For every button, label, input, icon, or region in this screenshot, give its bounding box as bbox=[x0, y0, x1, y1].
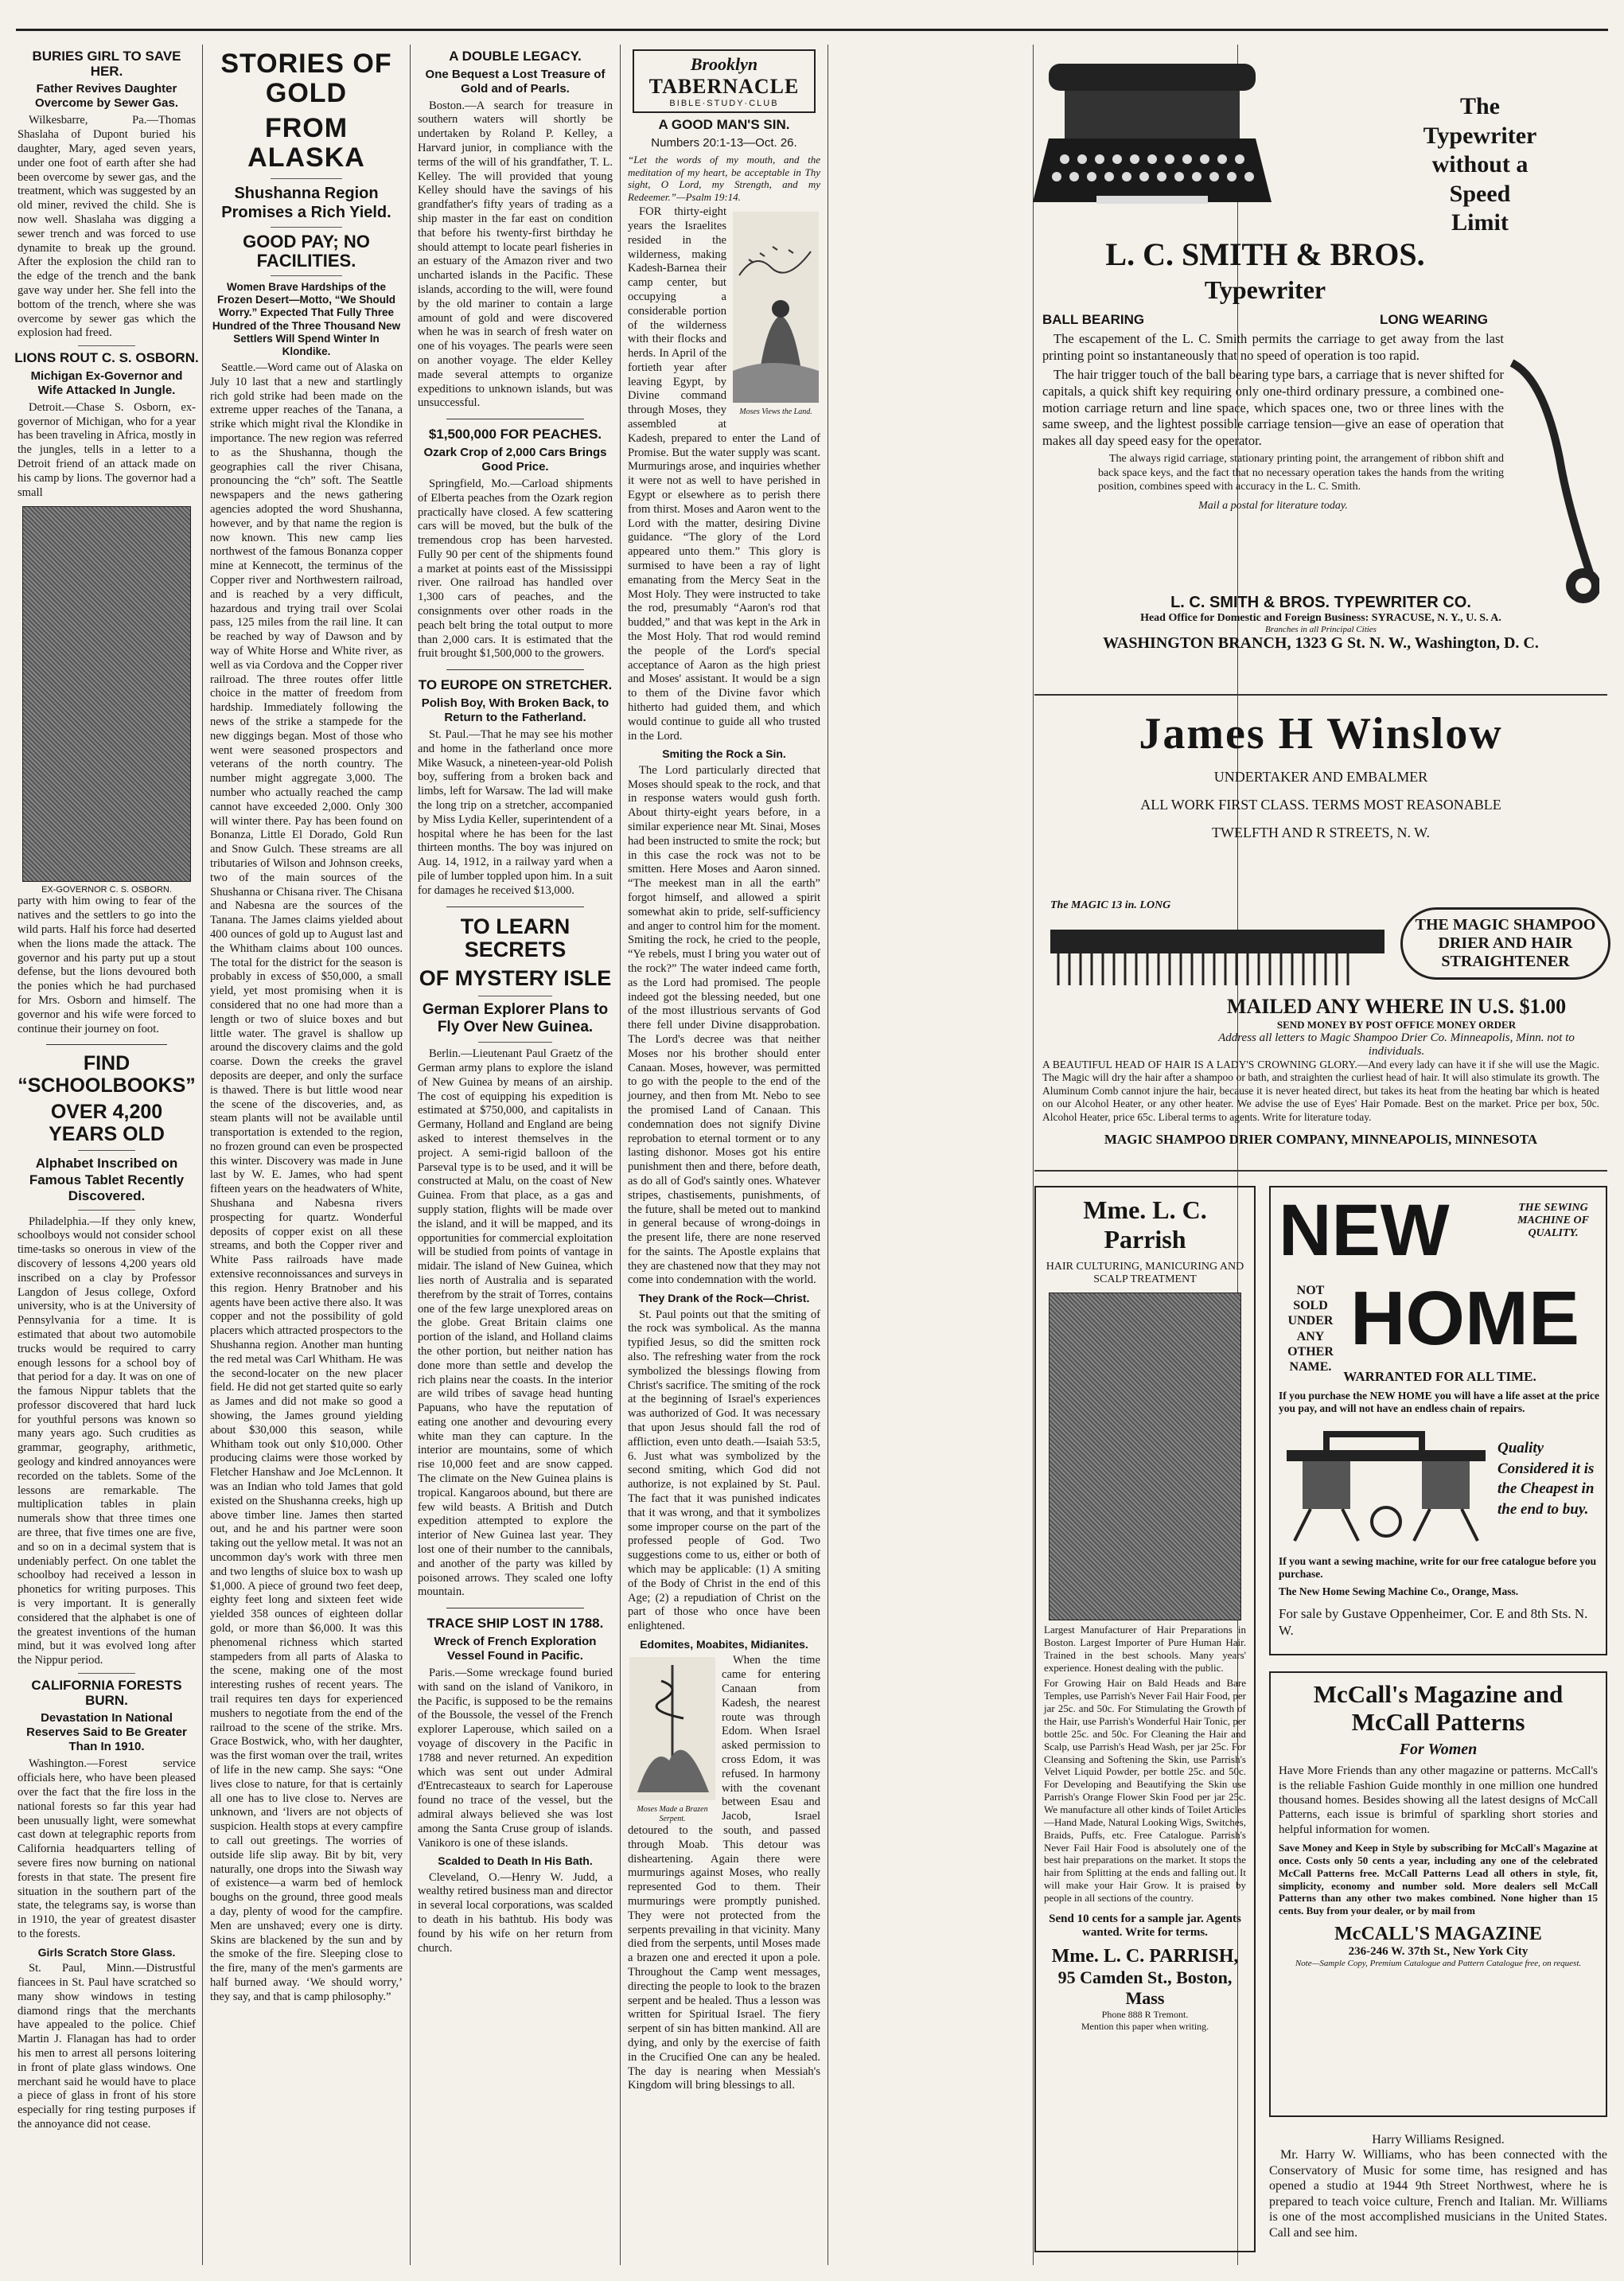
section-heading: Smiting the Rock a Sin. bbox=[662, 747, 786, 761]
column-divider bbox=[620, 45, 621, 2265]
article-body: Springfield, Mo.—Carload shipments of Elberta peaches from the Ozark region practically have closed. A few scattering cars will be moved, but the bulk of the tremendous crop has been harvested. Fully 90 per cent of the shipments found a market at points east of the Mississippi river. One railroad has handled over 1,300 cars of peaches, and the consignments over other roads in the peach belt bring the total output to more than 2,000 cars. It is estimated that the fruit brought $1,500,000 to the growers. bbox=[418, 477, 613, 661]
section-heading: Edomites, Moabites, Midianites. bbox=[640, 1638, 808, 1651]
article-subtitle: Ozark Crop of 2,000 Cars Brings Good Price. bbox=[423, 445, 607, 474]
parrish-ad bbox=[1034, 1186, 1256, 2252]
magic-product-name: THE MAGIC SHAMPOO DRIER AND HAIR STRAIGHTENER bbox=[1400, 907, 1610, 980]
headline-line: Speed bbox=[1449, 180, 1511, 207]
parrish-products: For Growing Hair on Bald Heads and Bare Temples, use Parrish's Never Fail Hair Food, per jar 25c. and 50c. For Stimulating the Growth of the Hair, use Parrish's Wonderful Hair Tonic, per bottle 25c. and 50c. For Cleaning the Hair and Scalp, use Parrish's Head Wash, per jar 25c. For Cleansing and Softening the Skin, use Parrish's Velvet Liquid Powder, per bottle 25c. and 50c. For Developing and Beautifying the Skin use Parrish's Orange Flower Skin Food per jar 25c. We manufacture all other kinds of Toilet Articles—Hand Made, Natural Looking Wigs, Switches, Braids, Puffs, etc. Free Catalogue. Parrish's Never Fail Hair Food is absolutely one of the best hair preparations on the market. It stops the hair from Splitting at the ends and falling out. It will make your Hair Grow. It is praised by people in all sections of the country. bbox=[1044, 1677, 1246, 1905]
figure-caption: Moses Views the Land. bbox=[739, 407, 812, 416]
headline-line: Limit bbox=[1451, 209, 1509, 236]
parrish-intro: Largest Manufacturer of Hair Preparations in Boston. Largest Importer of Pure Human Hair. Trained in the best schools. Many years' experience. Honest dealing with the public. bbox=[1044, 1624, 1246, 1674]
top-rule bbox=[16, 29, 1608, 31]
branches-note: Branches in all Principal Cities bbox=[1265, 625, 1377, 634]
article-title: TO EUROPE ON STRETCHER. bbox=[418, 677, 613, 693]
article-body: Berlin.—Lieutenant Paul Graetz of the German army plans to explore the island of New Guinea by means of an airship. The cost of equipping his expedition is estimated at $750,000, and capitalists in Germany, Holland and England are being asked to interest themselves in the project. A semi-rigid balloon of the Parseval type is to be used, and it will be constructed at Malu, on the coast of New Guinea. From that place, as a gas and supply station, flights will be made over the island, and it will be mapped, and its opportunities for commercial exploitation will be studied from points of vantage in midair. The island of New Guinea, which lies north of Australia and is separated therefrom by the strait of Torres, contains one of the few large unexplored areas on the globe. Great Britain claims one portion of the island, and Holland claims the other portion, but neither nation has done more than settle and develop the rich plains near the coasts. In the interior are wild tribes of savage head hunting Papuans, who have the reputation of eating one another and devouring every white man they can capture. In the interior are mountains, some of which rise 10,000 feet and are snow capped. The climate on the New Guinea plains is tropical. Kangaroos abound, but there are few wild beasts. A British and Dutch expedition attempted to explore the interior of New Guinea last year. They lost one of their number to the cannibals, and another of the party was killed by poisoned arrows. They scaled one lofty mountain. bbox=[418, 1047, 613, 1599]
mccalls-title: McCall's Magazine and McCall Patterns bbox=[1313, 1680, 1564, 1736]
photo-caption: EX-GOVERNOR C. S. OSBORN. bbox=[41, 885, 172, 895]
article-title: Scalded to Death In His Bath. bbox=[438, 1854, 593, 1868]
carriage-lever-icon bbox=[1504, 355, 1599, 610]
mccalls-offer: Save Money and Keep in Style by subscribing for McCall's Magazine at once. Costs only 50 cents a year, including any one of the celebrated McCall Patterns free. McCall Patterns Lead all others in style, fit, simplicity, economy and number sold. More dealers sell McCall Patterns than any other two makes combined. None higher than 15 cents. Buy from your dealer, or by mail from bbox=[1279, 1841, 1598, 1917]
separator bbox=[78, 1210, 135, 1211]
separator bbox=[478, 1042, 552, 1043]
new-home-catalogue: If you want a sewing machine, write for our free catalogue before you purchase. bbox=[1279, 1555, 1597, 1581]
figure-caption: Moses Made a Brazen Serpent. bbox=[637, 1805, 708, 1824]
article-body: Boston.—A search for treasure in southern waters will shortly be undertaken by Roland P. Kelley, a Harvard junior, in compliance with the terms of the will of his grandfather, T. L. Kelley. The will provided that young Kelley should have the savings of his grandfather's fifty years of trading as a ship master in the far east on condition that before his twenty-first birthday he should attempt to locate pearl fisheries in an estuary of the Amazon river and two uncharted islands in the Pacific. These islands, according to the will, were found by the old mariner to contain a large amount of gold and were discovered when he was in search of fresh water on one of his voyages. The pearls were seen on another voyage. The elder Kelley made several attempts to organize expeditions to unknown islands, but was unsuccessful. bbox=[418, 99, 613, 410]
separator bbox=[271, 178, 342, 179]
separator bbox=[271, 227, 342, 228]
winslow-address: TWELFTH AND R STREETS, N. W. bbox=[1211, 825, 1430, 840]
article-body: St. Paul points out that the smiting of the rock was symbolical. As the manna typified Jesus, so did the smitten rock also. The refreshing water from the rock symbolized the blessings flowing from Christ's sacrifice. The smiting of the rock at the beginning of Israel's experiences was authorized of God. It was necessary that upon Jesus should fall the rod of affliction, even unto death.—Isaiah 53:5, 6. Just what was symbolized by the second smiting, which God did not authorize, is not explained by St. Paul. The fact that it was punished indicates that it was wrong, and that it symbolizes some improper course on the part of the professed people of God. Two suggestions come to us, either or both of which may be applicable: (1) A smiting of the Body of Christ in the end of this Age; (2) a repudiation of Christ on the part of those who once have been enlightened. bbox=[628, 1308, 820, 1633]
new-home-not-sold: NOT SOLD UNDER ANY OTHER NAME. bbox=[1287, 1284, 1334, 1374]
tabernacle-masthead bbox=[633, 49, 816, 113]
article-body: The Lord particularly directed that Moses should speak to the rock, and that in response waters would gush forth. About thirty-eight years before, in a similar experience near Mt. Sinai, Moses had been instructed to smite the rock; but in this case the rock was not to be smitten. Here Moses and Aaron sinned. “The meekest man in all the earth” forgot himself, and allowed a spirit somewhat akin to pride, self-sufficiency and anger to control him for the moment. Smiting the rock, he cried to the people, “Ye rebels, must I bring you water out of the rock?” The water indeed came forth, as the Lord had promised. The people indeed got the blessing needed, but one of the most illustrious servants of God there fell under Divine disapprobation. The Lord's decree was that neither Moses nor his brother should enter Canaan. Moses, however, was permitted to go with the people to the end of the journey, and then from Mt. Nebo to see the promised Land of Canaan. This condemnation does not signify Divine reprobation to eternal torment or to any lasting dishonor. Moses got his entire punishment then and there, before death, as do all of God's saintly ones. Whatever stripes, chastisements, punishments, of the future, shall be meted out to mankind in general because of wrong-doings in the present life, there are none reserved for the saints. The Apostle explains that they are chastened now that they may not come into condemnation with the world. bbox=[628, 763, 820, 1287]
article-title: $1,500,000 FOR PEACHES. bbox=[428, 427, 602, 443]
article-title: LIONS ROUT C. S. OSBORN. bbox=[14, 350, 199, 366]
moses-figure-icon bbox=[733, 212, 819, 403]
mccalls-subtitle: For Women bbox=[1399, 1741, 1478, 1759]
osborn-photo bbox=[22, 506, 191, 882]
company-name: L. C. SMITH & BROS. TYPEWRITER CO. bbox=[1170, 594, 1471, 611]
article-title: TO LEARN SECRETS bbox=[460, 914, 571, 962]
scripture-reference: Numbers 20:1-13—Oct. 26. bbox=[651, 135, 797, 150]
separator bbox=[78, 1673, 135, 1674]
article-summary: Women Brave Hardships of the Frozen Desert—Motto, “We Should Worry.” Expected That Fully Three Hundred of the Three Thousand New Settlers Will Spend Winter In Klondike. bbox=[212, 280, 401, 357]
ball-bearing-label: BALL BEARING bbox=[1042, 312, 1145, 327]
article-body: Cleveland, O.—Henry W. Judd, a wealthy retired business man and director in several local corporations, was scalded to death in his bathtub. His body was found by his wife on her return from church. bbox=[418, 1870, 613, 1955]
column-1 bbox=[14, 45, 199, 2265]
article-subtitle: One Bequest a Lost Treasure of Gold and of Pearls. bbox=[425, 67, 606, 96]
headline-line: without a bbox=[1431, 151, 1529, 178]
parrish-sample-offer: Send 10 cents for a sample jar. Agents wanted. Write for terms. bbox=[1049, 1912, 1241, 1939]
feature-line bbox=[1042, 312, 1488, 328]
mccalls-note: Note—Sample Copy, Premium Catalogue and Pattern Catalogue free, on request. bbox=[1295, 1959, 1582, 1969]
headline-line: Typewriter bbox=[1423, 122, 1537, 149]
lc-smith-product: Typewriter bbox=[1204, 275, 1326, 304]
article-title: CALIFORNIA FORESTS BURN. bbox=[31, 1678, 182, 1708]
article-title-line2: OVER 4,200 YEARS OLD bbox=[49, 1101, 165, 1145]
headline-line: The bbox=[1459, 93, 1500, 119]
new-home-ad bbox=[1269, 1186, 1607, 1655]
article-body: Seattle.—Word came out of Alaska on July 10 last that a new and startlingly rich gold strike had been made on the extreme upper reaches of the Tanana, a strike which might rival the Klondike in importance. The new region was referred to as the Shushanna, though the geographies call the river Chisana, pronouncing the “ch” soft. The Seattle newspapers and the news gathering agencies adopted the word Shushanna, however, and by that name the region is now known. This new camp lies northwest of the famous Bonanza copper mine at Kennecott, the terminus of the Copper river and Northwestern railroad, and is reached by a very difficult, hazardous and trying trail over Scolai pass, 125 miles from the rail line. It can be reached by way of Dawson and by way of White Horse and White river, as well as via Cordova and the Copper river railroad. The three routes offer little choice in the matter of freedom from hardship. Immediately following the news of the strike a stampede for the new diggings began. Most of those who went were seasoned prospectors and veterans of the north country. The number might aggregate 3,000. The number who actually reached the camp cannot have exceeded 2,000. Only 300 will winter there. Pay has been found on Bonanza, Little El Dorado, Gold Run and Snow Gulch. These streams are all tributaries of Wilson and Johnson creeks, two of the main sources of the Shushanna or Chisana river. The Chisana and Nabesna are the sources of the Tanana. The James claims yielded about 400 ounces of gold up to August last and the Whitham claims about 100 ounces. The total for the district for the season is probably in excess of $50,000, a small yield, yet most promising when it is considered that no one had more than a length or two of sluice boxes and but little water. The gravel is shallow up around the discovery claims and the gold coarse. Down the creeks the gravel deposits are deeper, and only the surface is thawed. There is but little wood near the scene of the discoveries, and, as steam plants will not be available until transportation is extended to the region, no frozen ground can even be prospected this winter. Discovery was made in June last by W. E. James, who had spent fifteen years on the headwaters of White, Shushana and Nabesna rivers prospecting for quartz. Wonderful deposits of copper exist on all these streams, and both the Copper river and White Pass railroads have made extensive reconnoissances and surveys in this region. Henry Bratnober and his agents have been active there also. It was copper and not the possibility of gold placers which attracted prospectors to the Shushanna region. Another man hunting the red metal was Carl Whitham. He was the second-locater on the new placer field. He did not get started quite so early as James and did not make so good a showing, the James ground yielding about $30,000 this season, while Whitham took out only $10,000. Other producing claims were those worked by Fletcher Hanshaw and Joe McLennon. It was an Indian who told James that gold existed on the Shushanna creeks, high up above timber line. James then started out, and he and his partner were soon taking out the yellow metal. It was not an uncommon day's work with three men and two lengths of sluice box to wash up $1,000. A piece of ground two feet deep, eighty feet long and sixteen feet wide yielded 358 ounces of eighteen dollar gold, or more than $6,000. It was this phenomenal richness which started stampeders from all parts of Alaska to the scene, making one of the most interesting rushes of recent years. The trail requires ten days for experienced mushers to negotiate from the end of the railroad to the scene of the strike. Mrs. Grace Bostwick, who, with her daughter, was the first woman over the trail, writes of life in the new camp. She says: “One lives close to nature, for that is certainly all one has to live close to. Nerves are unknown, and ‘livers are not objects of suspicion. Health stops at every campfire to call out greetings. The worries of outside life slip away. Bit by bit, very naturally, one drops into the Siwash way of existence—a warm bed of hemlock boughs on the ground, three good meals a day, plenty of wood for the campfire. Men are unshaved; every one is dirty. Skins are blackened by the sun and by the smoke of the fire. Sleeping close to the fire, many of the men's garments are half burned away. ‘We should worry,’ they say, and that is camp philosophy.” bbox=[210, 361, 403, 2003]
article-body: party with him owing to fear of the natives and the settlers to go into the wild parts. Half his force had deserted when the lions made the attack. The governor and his party put up a stout defense, but the lions devoured both the ponies which he had purchased for Mrs. Osborn and himself. The governor and his wife were forced to continue their journey on foot. bbox=[18, 895, 196, 1035]
new-home-home: HOME bbox=[1350, 1276, 1579, 1361]
separator bbox=[1034, 694, 1607, 696]
article-deck: GOOD PAY; NO FACILITIES. bbox=[243, 231, 370, 271]
magic-money-order: SEND MONEY BY POST OFFICE MONEY ORDER bbox=[1276, 1019, 1517, 1031]
head-office: Head Office for Domestic and Foreign Business: SYRACUSE, N. Y., U. S. A. bbox=[1140, 612, 1501, 624]
article-subtitle: Michigan Ex-Governor and Wife Attacked In Jungle. bbox=[30, 368, 183, 397]
new-home-dealer: For sale by Gustave Oppenheimer, Cor. E and 8th Sts. N. W. bbox=[1279, 1606, 1588, 1639]
separator bbox=[46, 1044, 167, 1045]
masthead-line: Brooklyn bbox=[690, 54, 758, 74]
mccalls-ad bbox=[1269, 1671, 1607, 2117]
article-title-line2: OF MYSTERY ISLE bbox=[419, 965, 612, 990]
magic-address: Address all letters to Magic Shampoo Drier Co. Minneapolis, Minn. not to individuals. bbox=[1218, 1031, 1575, 1058]
shampoo-drier-comb-icon bbox=[1042, 914, 1392, 993]
column-2 bbox=[207, 45, 406, 2265]
article-subtitle: German Explorer Plans to Fly Over New Guinea. bbox=[422, 1000, 609, 1036]
magic-company: MAGIC SHAMPOO DRIER COMPANY, MINNEAPOLIS, MINNESOTA bbox=[1104, 1132, 1538, 1147]
article-body: Moses Made a Brazen Serpent. When the time came for entering Canaan from Kadesh, the nearest route was through Edom. When Israel asked permission to cross Edom, it was refused. In harmony with the covenant between Esau and Jacob, Israel detoured to the south, and passed through Moab. This detour was disheartening. Again there were murmurings against Moses, who really represented God to them. Their murmurings were promptly punished. They were not protected from the serpents prevailing in that vicinity. Many died from the serpents, until Moses made a brazen one and erected it upon a pole. Throughout the Camp went messages, directing the people to look to the brazen serpent and be healed. Thus a lesson was written for Spiritual Israel. The fiery serpent of sin has bitten mankind. All are dying, and only by the exercise of faith in the Crucified One can any be healed. The day is nearing when Messiah's Kingdom will bring blessings to all. bbox=[628, 1654, 820, 2092]
lc-smith-copy: The escapement of the L. C. Smith permits the carriage to get away from the last printing point so instantaneously that no speed of operation is too rapid. The hair trigger touch of the ball bearing type bars, a carriage that is never shifted for capitals, a quick shift key requiring only one-third ordinary pressure, a combined one-motion carriage return and line space, which spaces one, two or three lines with the same sweep, and the lightest possible carriage tension—give an ease of operation that makes all day speed easy for the operator. The always rigid carriage, stationary printing point, the arrangement of ribbon shift and back space keys, and the fact that no necessary operation takes the hands from the writing position, combines speed with accuracy in the L. C. Smith. Mail a postal for literature today. bbox=[1042, 331, 1504, 512]
parrish-address: 95 Camden St., Boston, Mass bbox=[1057, 1967, 1233, 2008]
article-subtitle: Alphabet Inscribed on Famous Tablet Recently Discovered. bbox=[29, 1156, 185, 1204]
separator bbox=[78, 345, 135, 346]
article-body: Moses Views the Land. FOR thirty-eight years the Israelites resided in the wilderness, making Kadesh-Barnea their camp center, but occupying a considerable portion of the wilderness with their flocks and herds. In April of the fortieth year after leaving Egypt, by Divine command through Moses, they assembled at Kadesh, prepared to enter the Land of Promise. But the water supply was scant. Murmurings arose, and inquiries whether it were not as well to have perished in Egypt or elsewhere as to perish there from thirst. Moses and Aaron went to the Lord with the matter, desiring Divine guidance. “The glory of the Lord appeared unto them.” This glory is surmised to have been a ray of light emanating from the Mercy Seat in the Most Holy. They were instructed to take the rod, presumably “Aaron's rod that budded,” and that was kept in the Ark in the Most Holy. That rod would remind the people of the Lord's special acceptance of Aaron as the high priest and Moses' assistant. It would be a sign to them of the Divine favor which hitherto had guided them, and which would continue to guide all who trusted in the Lord. bbox=[628, 205, 820, 743]
mail-note: Mail a postal for literature today. bbox=[1198, 499, 1348, 512]
article-body: Detroit.—Chase S. Osborn, ex-governor of Michigan, who for a year has been traveling in Africa, mostly in the jungles, tells in a letter to a Detroit friend of an attack made on his camp by lions. The governor had a small bbox=[18, 400, 196, 499]
winslow-name: James H Winslow bbox=[1139, 709, 1503, 758]
parrish-phone: Phone 888 R Tremont. bbox=[1101, 2008, 1189, 2020]
article-subtitle: Polish Boy, With Broken Back, to Return to the Fatherland. bbox=[421, 696, 609, 724]
article-body: Wilkesbarre, Pa.—Thomas Shaslaha of Dupont buried his daughter, Mary, aged seven years, under one foot of earth after she had been overcome by sewer gas, and the treatment, which was suggested by an old miner, revived the child. She is now well. Shaslaha was digging a sewer trench and was forced to use dynamite to break up the ground. After the explosion the child ran to the edge of the trench and the bank gave way under her. She fell into the bottom of the trench, where she was overcome by sewer gas which the explosion had freed. bbox=[18, 114, 196, 340]
lc-smith-name: L. C. SMITH & BROS. bbox=[1105, 236, 1425, 272]
long-wearing-label: LONG WEARING bbox=[1380, 312, 1488, 327]
mccalls-company: McCALL'S MAGAZINE bbox=[1334, 1924, 1542, 1945]
article-title: BURIES GIRL TO SAVE HER. bbox=[32, 49, 181, 79]
mccalls-address: 236-246 W. 37th St., New York City bbox=[1348, 1945, 1529, 1959]
new-home-tagline: THE SEWING MACHINE OF QUALITY. bbox=[1517, 1202, 1589, 1239]
golden-text: “Let the words of my mouth, and the meditation of my heart, be acceptable in Thy sight, O Lord, my Strength, and my Redeemer.”—Psalm 19:14. bbox=[628, 153, 820, 204]
parrish-name: Mme. L. C. Parrish bbox=[1083, 1195, 1207, 1254]
harry-williams-notice bbox=[1269, 2133, 1607, 2260]
sewing-machine-icon bbox=[1279, 1426, 1494, 1546]
masthead-title: TABERNACLE bbox=[648, 75, 800, 98]
article-subtitle: Father Revives Daughter Overcome by Sewer Gas. bbox=[34, 82, 179, 111]
article-body: Philadelphia.—If they only knew, schoolboys would not consider school time-tasks so onerous in view of the discovery of lessons 4,200 years old inscribed on a clay by Professor Langdon of Jesus college, Oxford university, who is at the University of Pennsylvania for a time. It is estimated that about two automobile trucks would be required to carry enough lessons for a school boy of that period for a day. It was on one of the famous Nippur tablets that the professor discovered that hard luck for youthful persons was known so many years ago. Such crudities as grammar, geography, arithmetic, geology and kindred annoyances were recorded on the tablets. Some of the lessons are remarkable. The multiplication tables in plain numerals show that three times one are three, that five times one are five, and so on in a decimal system that is undeniably perfect. On one tablet the schoolboy had received a lesson in phonetics for writing purposes. This is very important. It is generally considered that the alphabet is one of the greatest inventions of the human mind, but it was evolved long after the Nippur period. bbox=[18, 1215, 196, 1667]
magic-copy: A BEAUTIFUL HEAD OF HAIR IS A LADY'S CROWNING GLORY.—And every lady can have it if she will use the Magic. The Magic will dry the hair after a shampoo or bath, and straighten the curliest head of hair. It will also stimulate its growth. The Aluminum Comb cannot injure the hair, because it is never heated direct, but takes its heat from the heating bar which is heated on our Alcohol Heater, or any other heater. We advise the use of Eyes' Hair Pomade. Best on the market. Price per box, 50c. Alcohol Heater, price 65c. Liberal terms to agents. Write for literature today. bbox=[1042, 1059, 1599, 1123]
winslow-trade: UNDERTAKER AND EMBALMER bbox=[1213, 769, 1428, 785]
winslow-ad bbox=[1034, 708, 1607, 868]
magic-length-label: The MAGIC 13 in. LONG bbox=[1050, 899, 1171, 911]
section-heading: They Drank of the Rock—Christ. bbox=[638, 1292, 810, 1305]
new-home-warranty: WARRANTED FOR ALL TIME. bbox=[1343, 1369, 1536, 1384]
article-body: St. Paul, Minn.—Distrustful fiancees in St. Paul have scratched so many show windows in testing diamond rings that the merchants have appealed to the police. Chief Martin J. Flanagan has had to order his men to arrest all persons loitering in front of plate glass windows. One merchant said he would have to place a piece of glass in front of his store especially for ring testing purposes if the annoyance did not cease. bbox=[18, 1962, 196, 2131]
winslow-terms: ALL WORK FIRST CLASS. TERMS MOST REASONABLE bbox=[1140, 797, 1501, 813]
brazen-serpent-icon bbox=[629, 1657, 715, 1800]
parrish-company: Mme. L. C. PARRISH, bbox=[1051, 1945, 1239, 1967]
article-body: Washington.—Forest service officials here, who have been pleased over the fact that the fire loss in the national forests so far this year had been unusually light, were somewhat cast down at telegraphic reports from California headquarters telling of severe fires now burning on national forests in that state. The present fire situation in the southern part of the state, the telegrams say, is worse than in 1910, the year of greatest disaster to the forests. bbox=[18, 1757, 196, 1940]
parrish-portrait bbox=[1049, 1293, 1241, 1620]
notice-body: Mr. Harry W. Williams, who has been connected with the Conservatory of Music for some time, has resigned and has opened a studio at 1944 9th Street Northwest, where he is prepared to teach voice culture, French and Italian. Mr. Williams is one of the most accomplished musicians in the United States. Call and see him. bbox=[1269, 2148, 1607, 2240]
moses-illustration bbox=[731, 212, 820, 423]
article-subtitle: Devastation In National Reserves Said to Be Greater Than In 1910. bbox=[26, 1711, 187, 1754]
new-home-quality: Quality Considered it is the Cheapest in the end to buy. bbox=[1497, 1440, 1595, 1518]
separator bbox=[78, 1150, 135, 1151]
new-home-copy: If you purchase the NEW HOME you will have a life asset at the price you pay, and will not have an endless chain of repairs. bbox=[1279, 1390, 1599, 1415]
separator bbox=[271, 275, 342, 276]
article-title: STORIES OF GOLD bbox=[220, 49, 392, 109]
article-title: FIND “SCHOOLBOOKS” bbox=[18, 1052, 196, 1097]
article-title: A DOUBLE LEGACY. bbox=[449, 49, 582, 64]
separator bbox=[446, 669, 584, 670]
magic-price: MAILED ANY WHERE IN U.S. $1.00 bbox=[1226, 995, 1567, 1018]
article-subtitle: Shushanna Region Promises a Rich Yield. bbox=[221, 184, 391, 221]
lc-smith-ad bbox=[1026, 45, 1607, 652]
notice-title: Harry Williams Resigned. bbox=[1372, 2133, 1505, 2146]
masthead-tagline: BIBLE·STUDY·CLUB bbox=[669, 99, 779, 108]
parrish-services: HAIR CULTURING, MANICURING AND SCALP TREATMENT bbox=[1046, 1261, 1244, 1285]
typewriter-headline bbox=[1369, 92, 1591, 238]
serpent-illustration bbox=[628, 1657, 717, 1824]
washington-branch: WASHINGTON BRANCH, 1323 G St. N. W., Washington, D. C. bbox=[1103, 634, 1539, 652]
article-title: Girls Scratch Store Glass. bbox=[37, 1945, 176, 1959]
article-body: Paris.—Some wreckage found buried with sand on the island of Vanikoro, in the Pacific, is supposed to be the remains of the Boussole, the vessel of the French explorer Laperouse, which sailed on a voyage of discovery in the Pacific in 1788 and never returned. An expedition which was sent out under Admiral d'Entrecasteaux to search for Laperouse found no trace of the vessel, but the admiral always believed she was lost among the Santa Cruse group of islands. Vanikoro is one of these islands. bbox=[418, 1666, 613, 1850]
magic-shampoo-ad bbox=[1034, 899, 1607, 1154]
typewriter-icon bbox=[1033, 56, 1272, 223]
magic-order-block bbox=[1194, 995, 1599, 1059]
column-divider bbox=[202, 45, 203, 2265]
mccalls-copy: Have More Friends than any other magazine or patterns. McCall's is the reliable Fashion Guide monthly in one million one hundred thousand homes. Besides showing all the latest designs of McCall Patterns, each issue is brimful of sparkling short stories and helpful information for women. bbox=[1279, 1764, 1598, 1836]
column-divider bbox=[410, 45, 411, 2265]
article-title: A GOOD MAN'S SIN. bbox=[658, 117, 790, 132]
parrish-mention: Mention this paper when writing. bbox=[1081, 2020, 1209, 2032]
column-4 bbox=[625, 45, 824, 2265]
article-title-line2: FROM ALASKA bbox=[247, 112, 365, 174]
article-title: TRACE SHIP LOST IN 1788. bbox=[426, 1616, 604, 1632]
separator bbox=[1034, 1170, 1607, 1172]
new-home-company: The New Home Sewing Machine Co., Orange, Mass. bbox=[1279, 1585, 1519, 1597]
lc-smith-footer bbox=[1042, 594, 1599, 653]
article-body: St. Paul.—That he may see his mother and home in the fatherland once more Mike Wasuck, a nineteen-year-old Polish boy, suffering from a broken back and limbs, left for Warsaw. The lad will make the long trip on a stretcher, accompanied by Miss Lydia Keller, superintendent of a hospital where he has been for the last thirteen months. The boy was injured on Aug. 14, 1912, in a railway yard when a pile of lumber toppled upon him. In a suit for damages he received $13,000. bbox=[418, 727, 613, 897]
new-home-new: NEW bbox=[1279, 1190, 1450, 1271]
article-subtitle: Wreck of French Exploration Vessel Found in Pacific. bbox=[434, 1634, 597, 1663]
column-3 bbox=[415, 45, 616, 2265]
